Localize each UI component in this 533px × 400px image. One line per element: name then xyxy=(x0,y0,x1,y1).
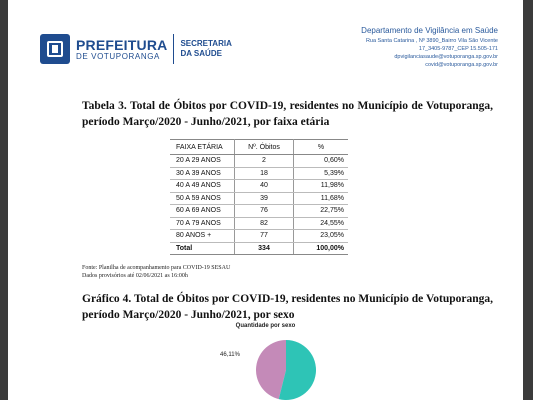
chart-heading: Gráfico 4. Total de Óbitos por COVID-19, residentes no Município de Votuporanga, período Março/2020 - Junho/2021, por sexo xyxy=(82,293,493,321)
total-obitos: 334 xyxy=(235,242,294,255)
logo-divider xyxy=(173,34,174,64)
header-obitos: Nº. Óbitos xyxy=(235,140,294,155)
cell-obitos: 77 xyxy=(235,230,294,243)
document-page xyxy=(8,0,523,400)
cell-obitos: 40 xyxy=(235,180,294,193)
email-covid: covid@votuporanga.sp.gov.br xyxy=(425,62,498,68)
pie-chart xyxy=(256,336,316,400)
cell-obitos: 76 xyxy=(235,205,294,218)
cell-percent: 24,55% xyxy=(294,217,349,230)
contact-block xyxy=(361,26,498,69)
prefeitura-logo xyxy=(40,34,232,64)
cell-percent: 5,39% xyxy=(294,167,349,180)
cell-percent: 22,75% xyxy=(294,205,349,218)
cell-obitos: 39 xyxy=(235,192,294,205)
department-name: Departamento de Vigilância em Saúde xyxy=(361,26,498,35)
table-row xyxy=(170,155,348,168)
cell-faixa: 60 A 69 ANOS xyxy=(170,205,235,218)
cell-percent: 0,60% xyxy=(294,155,349,168)
logo-line2: DE VOTUPORANGA xyxy=(76,51,160,61)
cell-percent: 11,98% xyxy=(294,180,349,193)
table-row xyxy=(170,180,348,193)
total-percent: 100,00% xyxy=(294,242,349,255)
table-title: Tabela 3. Total de Óbitos por COVID-19, residentes no Município de Votuporanga, período Março/2020 - Junho/2021, por faixa etária xyxy=(82,100,493,128)
cell-faixa: 20 A 29 ANOS xyxy=(170,155,235,168)
phone: 17_3405-9787_CEP 15.505-171 xyxy=(418,46,498,52)
date-note: Dados provisórios até 02/06/2021 as 16:00h xyxy=(82,273,188,279)
table-row xyxy=(170,205,348,218)
pie-chart-title: Quantidade por sexo xyxy=(235,323,296,329)
cell-faixa: 80 ANOS + xyxy=(170,230,235,243)
table-row xyxy=(170,167,348,180)
address: Rua Santa Catarina , Nº 3890_Bairro Vila São Vicente xyxy=(365,38,498,44)
cell-faixa: 30 A 39 ANOS xyxy=(170,167,235,180)
city-crest-icon xyxy=(40,34,70,64)
cell-percent: 23,05% xyxy=(294,230,349,243)
cell-percent: 11,68% xyxy=(294,192,349,205)
cell-faixa: 50 A 59 ANOS xyxy=(170,192,235,205)
table-row xyxy=(170,192,348,205)
secretaria-line1: SECRETARIA xyxy=(180,39,232,48)
cell-obitos: 82 xyxy=(235,217,294,230)
cell-obitos: 18 xyxy=(235,167,294,180)
table-row xyxy=(170,217,348,230)
cell-obitos: 2 xyxy=(235,155,294,168)
source-note: Fonte: Planilha de acompanhamento para COVID-19 SESAU xyxy=(82,265,231,271)
header-percent: % xyxy=(294,140,349,155)
secretaria-line2: DA SAÚDE xyxy=(180,49,222,58)
cell-faixa: 70 A 79 ANOS xyxy=(170,217,235,230)
logo-line1: PREFEITURA xyxy=(76,36,168,53)
table-row xyxy=(170,230,348,243)
total-label: Total xyxy=(170,242,235,255)
header-faixa: FAIXA ETÁRIA xyxy=(170,140,235,155)
table-total-row xyxy=(170,242,348,255)
pie-slice-label: 46,11% xyxy=(220,352,240,358)
cell-faixa: 40 A 49 ANOS xyxy=(170,180,235,193)
email-vigilancia: dpvigilanciasaude@votuporanga.sp.gov.br xyxy=(394,54,498,60)
table-header-row xyxy=(170,140,348,155)
age-table xyxy=(170,139,348,255)
